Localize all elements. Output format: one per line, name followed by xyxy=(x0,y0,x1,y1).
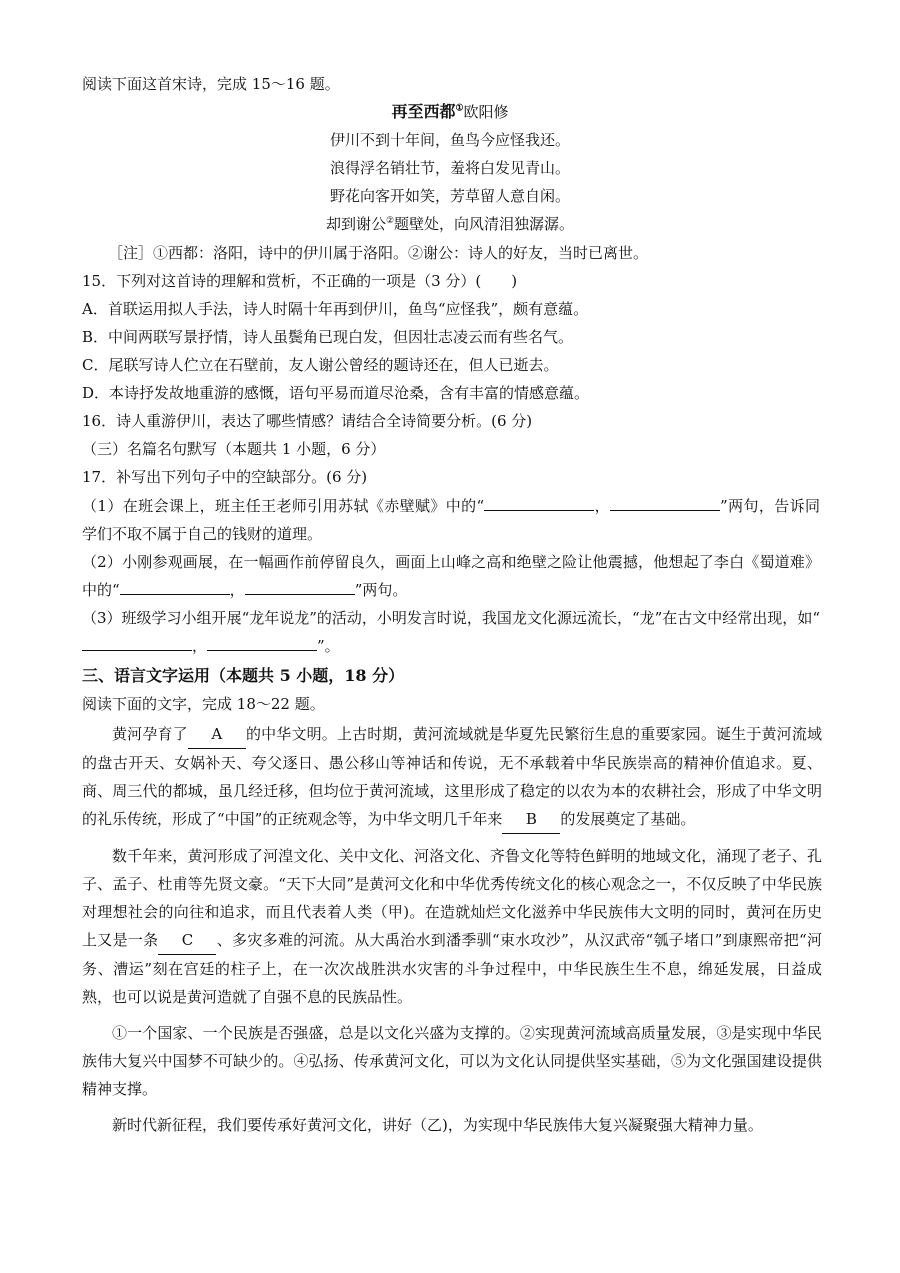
note-marker-1: ① xyxy=(455,103,464,114)
fill-blank[interactable] xyxy=(120,580,230,595)
passage-paragraph-2 xyxy=(82,842,822,1011)
q17-item-2 xyxy=(82,548,820,604)
fill-blank[interactable] xyxy=(82,636,192,651)
q17-item-3-pre: （3）班级学习小组开展“龙年说龙”的活动，小明发言时说，我国龙文化源远流长，“龙”在古文中经常出现，如“ xyxy=(82,609,820,627)
poem-title xyxy=(0,102,900,122)
blank-c: C xyxy=(158,926,216,955)
passage-paragraph-1 xyxy=(82,720,822,834)
blank-b: B xyxy=(502,805,560,834)
passage-text: 、多灾多难的河流。从大禹治水到潘季驯“束水攻沙”，从汉武帝“瓠子堵口”到康熙帝把“河务、漕运”刻在宫廷的柱子上，在一次次战胜洪水灾害的斗争过程中，中华民族生生不息，绵延发展，日益成熟，也可以说是黄河造就了自强不息的民族品性。 xyxy=(82,931,822,1006)
section3-heading: 三、语言文字运用（本题共 5 小题，18 分） xyxy=(82,666,405,685)
q15-option-d: D．本诗抒发故地重游的感慨，语句平易而道尽沧桑，含有丰富的情感意蕴。 xyxy=(82,384,590,402)
q17-stem: 17．补写出下列句子中的空缺部分。(6 分) xyxy=(82,468,368,486)
passage-text: 的发展奠定了基础。 xyxy=(560,810,696,828)
poem-line-1: 伊川不到十年间，鱼鸟今应怪我还。 xyxy=(329,131,570,149)
reading-passage xyxy=(82,720,822,1147)
poem-author: 欧阳修 xyxy=(463,103,509,121)
q15-option-b: B．中间两联写景抒情，诗人虽鬓角已现白发，但因壮志凌云而有些名气。 xyxy=(82,328,574,346)
q16-stem: 16．诗人重游伊川，表达了哪些情感？请结合全诗简要分析。(6 分) xyxy=(82,412,533,430)
q17-item-3-post: ”。 xyxy=(317,637,340,655)
poem-line-3: 野花向客开如笑，芳草留人意自闲。 xyxy=(329,187,570,205)
blank-separator: ， xyxy=(192,637,208,655)
fill-blank[interactable] xyxy=(207,636,317,651)
q17-item-2-pre: （2）小刚参观画展，在一幅画作前停留良久，画面上山峰之高和绝壁之险让他震撼，他想起了李白《蜀道难》中的“ xyxy=(82,553,820,599)
note-marker-2: ② xyxy=(385,216,395,226)
passage-text: 黄河孕育了 xyxy=(112,725,188,743)
fill-blank[interactable] xyxy=(484,496,594,511)
blank-separator: ， xyxy=(229,581,245,599)
poem-line-2: 浪得浮名销壮节，羞将白发见青山。 xyxy=(329,159,570,177)
blank-a: A xyxy=(188,720,246,749)
poem-title-text: 再至西都 xyxy=(391,102,456,121)
passage-text: 的中华文明。上古时期，黄河流域就是华夏先民繁衍生息的重要家园。诞生于黄河流域的盘古开天、女娲补天、夸父逐日、愚公移山等神话和传说，无不承载着中华民族崇高的精神价值追求。夏、商、周三代的都城，虽几经迁移，但均位于黄河流域，这里形成了稳定的以农为本的农耕社会，形成了中华文明的礼乐传统，形成了“中国”的正统观念等，为中华文明几千年来 xyxy=(82,725,822,828)
passage-intro: 阅读下面的文字，完成 18～22 题。 xyxy=(82,695,325,713)
poem-line-4-pre: 却到谢公 xyxy=(325,215,386,233)
q17-item-1 xyxy=(82,492,820,548)
q15-option-c: C．尾联写诗人伫立在石壁前，友人谢公曾经的题诗还在，但人已逝去。 xyxy=(82,356,559,374)
q17-item-1-pre: （1）在班会课上，班主任王老师引用苏轼《赤壁赋》中的“ xyxy=(82,497,485,515)
poem-intro: 阅读下面这首宋诗，完成 15～16 题。 xyxy=(82,75,340,93)
q17-item-1-post: ”两句，告诉同学们不取不属于自己的钱财的道理。 xyxy=(82,497,820,543)
poem-notes: ［注］①西都：洛阳，诗中的伊川属于洛阳。②谢公：诗人的好友，当时已离世。 xyxy=(108,244,649,262)
part3-heading: （三）名篇名句默写（本题共 1 小题，6 分） xyxy=(82,440,386,458)
fill-blank[interactable] xyxy=(245,580,355,595)
poem-line-4 xyxy=(0,214,900,234)
passage-paragraph-3: ①一个国家、一个民族是否强盛，总是以文化兴盛为支撑的。②实现黄河流域高质量发展，③是实现中华民族伟大复兴中国梦不可缺少的。④弘扬、传承黄河文化，可以为文化认同提供坚实基础，⑤为文化强国建设提供精神支撑。 xyxy=(82,1024,822,1098)
q17-item-2-post: ”两句。 xyxy=(354,581,408,599)
blank-separator: ， xyxy=(594,497,611,515)
q15-option-a: A．首联运用拟人手法，诗人时隔十年再到伊川，鱼鸟“应怪我”，颇有意蕴。 xyxy=(82,300,589,318)
q17-item-3 xyxy=(82,604,820,660)
poem-line-4-post: 题壁处，向风清泪独潺潺。 xyxy=(394,215,575,233)
passage-text: 数千年来，黄河形成了河湟文化、关中文化、河洛文化、齐鲁文化等特色鲜明的地域文化，涌现了老子、孔子、孟子、杜甫等先贤文豪。“天下大同”是黄河文化和中华优秀传统文化的核心观念之一，不仅反映了中华民族对理想社会的向往和追求，而且代表着人类（甲)。在造就灿烂文化滋养中华民族伟大文明的同时，黄河在历史上又是一条 xyxy=(82,847,822,949)
passage-paragraph-4: 新时代新征程，我们要传承好黄河文化，讲好（乙)，为实现中华民族伟大复兴凝聚强大精神力量。 xyxy=(112,1116,763,1134)
q15-stem: 15．下列对这首诗的理解和赏析，不正确的一项是（3 分）( ) xyxy=(82,272,518,290)
fill-blank[interactable] xyxy=(610,496,720,511)
